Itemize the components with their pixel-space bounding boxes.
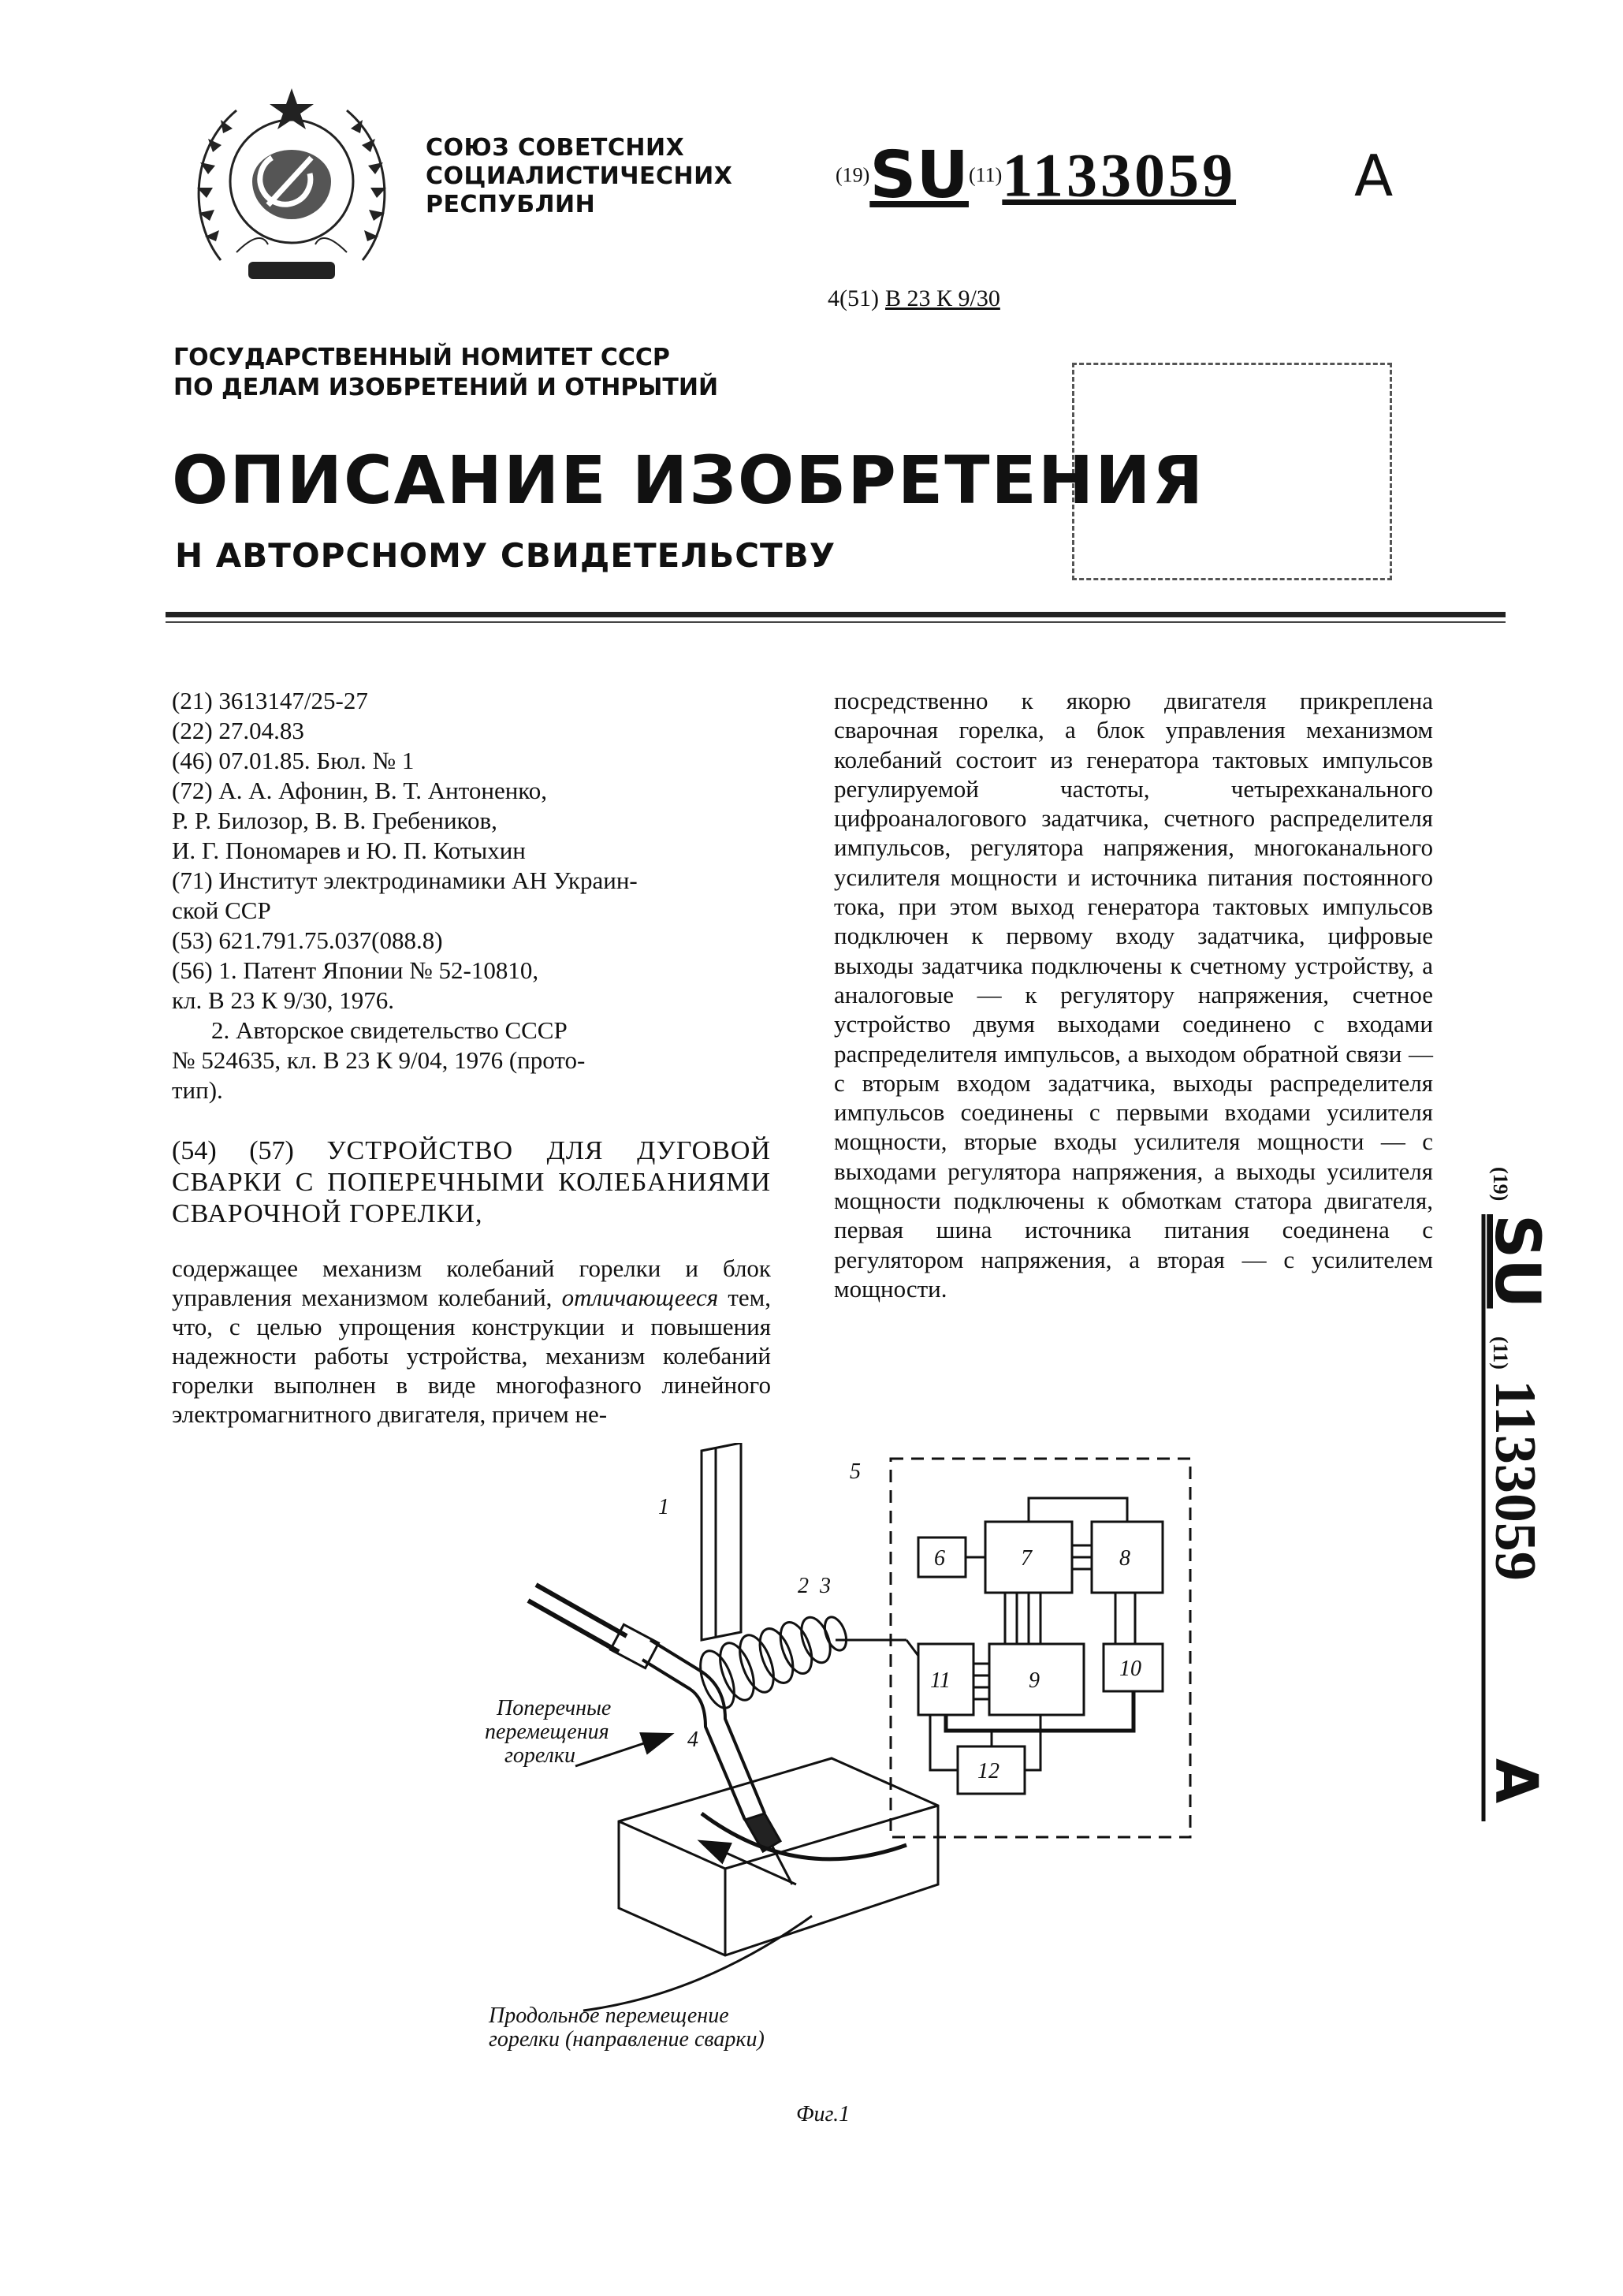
biblio-line: (71) Институт электродинамики АН Украин- xyxy=(172,867,638,894)
claim-emphasis: отличающееся xyxy=(561,1284,719,1311)
biblio-line: (53) 621.791.75.037(088.8) xyxy=(172,926,443,954)
biblio-line: (72) А. А. Афонин, В. Т. Антоненко, xyxy=(172,777,548,804)
side-publication-number xyxy=(1466,1159,1561,1837)
label-2: 2 xyxy=(798,1574,809,1598)
biblio-line: (22) 27.04.83 xyxy=(172,717,304,744)
block-6-label: 6 xyxy=(934,1546,945,1571)
figure-label: Фиг.1 xyxy=(796,2102,851,2126)
side-country: SU xyxy=(1481,1214,1552,1309)
block-7-label: 7 xyxy=(1021,1546,1032,1571)
union-line-1: СОЮЗ СОВЕТСНИХ xyxy=(426,134,685,162)
biblio-line: кл. В 23 К 9/30, 1976. xyxy=(172,986,394,1014)
committee-name xyxy=(173,343,718,403)
biblio-line: (21) 3613147/25-27 xyxy=(172,687,368,714)
document-subtitle: Н АВТОРСНОМУ СВИДЕТЕЛЬСТВУ xyxy=(175,536,836,575)
longitudinal-caption-2: горелки (направление сварки) xyxy=(489,2027,765,2052)
control-unit-boundary xyxy=(891,1459,1190,1837)
block-11-label: 11 xyxy=(930,1668,951,1693)
claim-text-right: посредственно к якорю двигателя прикреплена сварочная горелка, а блок управления механизмом колебаний состоит из генератора тактовых импульсов регулируемой частоты, четырехканального цифроаналогового задатчика, счетного распределителя импульсов, регулятора напряжения, многоканального усилителя мощности и источника питания постоянного тока, при этом выход генератора тактовых импульсов подключен к первому входу задатчика, цифровые выходы задатчика подключены к счетному устройству, а аналоговые — к регулятору напряжения, счетное устройство двумя выходами соединено с входами распределителя импульсов, а выходом обратной связи — с вторым входом задатчика, выходы распределителя импульсов соединены с первыми входами усилителя мощности, вторые входы усилителя мощности — с выходами регулятора напряжения, а выходы усилителя мощности подключены к обмоткам статора двигателя, первая шина источника питания соединена с регулятором напряжения, а вторая — с усилителем мощности. xyxy=(834,687,1433,1303)
biblio-ref-line: № 524635, кл. В 23 К 9/04, 1976 (прото- xyxy=(172,1046,586,1074)
claim-title: УСТРОЙСТВО ДЛЯ ДУГОВОЙ СВАРКИ С ПОПЕРЕЧНЫМИ КОЛЕБАНИЯМИ СВАРОЧНОЙ ГОРЕЛКИ, xyxy=(172,1136,771,1228)
label-3: 3 xyxy=(820,1574,831,1598)
biblio-line: (56) 1. Патент Японии № 52-10810, xyxy=(172,956,539,984)
committee-line-2: ПО ДЕЛАМ ИЗОБРЕТЕНИЙ И ОТНРЫТИЙ xyxy=(173,374,719,401)
biblio-ref-line: 2. Авторское свидетельство СССР xyxy=(211,1016,568,1044)
kind-code: A xyxy=(1354,142,1394,209)
biblio-line: (46) 07.01.85. Бюл. № 1 xyxy=(172,747,415,774)
claim-left-part-2: тем, что, с целью упрощения конструкции и повышения надежности работы устройства, механизм колебаний горелки выполнен в виде многофазного линейного электромагнитного двигателя, причем не- xyxy=(172,1284,771,1428)
biblio-line: Р. Р. Билозор, В. В. Гребеников, xyxy=(172,807,497,834)
code-19: (19) xyxy=(836,163,870,187)
block-9-label: 9 xyxy=(1029,1668,1040,1693)
ipc-classification xyxy=(828,285,1000,312)
biblio-ref-line: тип). xyxy=(172,1076,223,1104)
longitudinal-caption-1: Продольное перемещение xyxy=(489,2003,729,2028)
block-8-label: 8 xyxy=(1119,1546,1130,1571)
biblio-line: ской ССР xyxy=(172,896,271,924)
committee-line-1: ГОСУДАРСТВЕННЫЙ НОМИТЕТ СССР xyxy=(173,344,670,371)
header-rule xyxy=(166,612,1506,617)
block-12-label: 12 xyxy=(977,1759,999,1784)
block-10-label: 10 xyxy=(1119,1657,1141,1681)
biblio-line: И. Г. Пономарев и Ю. П. Котыхин xyxy=(172,837,526,864)
side-code-11: (11) xyxy=(1489,1336,1512,1370)
claim-heading xyxy=(172,1135,771,1230)
document-title: ОПИСАНИЕ ИЗОБРЕТЕНИЯ xyxy=(172,442,1205,519)
claim-codes: (54) (57) xyxy=(172,1136,294,1165)
code-11: (11) xyxy=(968,163,1003,187)
stator-column xyxy=(702,1443,741,1640)
label-4: 4 xyxy=(687,1728,698,1752)
label-5: 5 xyxy=(850,1459,861,1484)
union-line-3: РЕСПУБЛИН xyxy=(426,191,596,218)
weld-seam xyxy=(702,1813,906,1859)
ussr-emblem xyxy=(173,79,410,300)
bibliographic-data xyxy=(172,686,771,1105)
transverse-caption-1: Поперечные xyxy=(497,1696,612,1720)
transverse-caption-2: перемещения xyxy=(485,1720,609,1744)
union-name xyxy=(426,134,732,219)
transverse-caption-3: горелки xyxy=(504,1743,575,1768)
claim-left-part-1: содержащее механизм колебаний горелки и блок управления механизмом колебаний, xyxy=(172,1254,771,1311)
ipc-value: В 23 К 9/30 xyxy=(884,285,1000,311)
motor-armature xyxy=(694,1613,906,1713)
side-kind: A xyxy=(1482,1758,1550,1804)
label-1: 1 xyxy=(658,1495,669,1519)
patent-number: 1133059 xyxy=(1002,140,1237,210)
claim-text-left xyxy=(172,1254,771,1429)
ipc-label: 4(51) xyxy=(828,285,879,311)
side-patent-number: 1133059 xyxy=(1483,1380,1547,1581)
publication-number xyxy=(836,138,1393,213)
country-code: SU xyxy=(869,138,969,213)
union-line-2: СОЦИАЛИСТИЧЕСНИХ xyxy=(426,162,733,190)
figure-1 xyxy=(465,1443,1253,2200)
side-code-19: (19) xyxy=(1489,1167,1512,1202)
header-rule-thin xyxy=(166,621,1506,623)
